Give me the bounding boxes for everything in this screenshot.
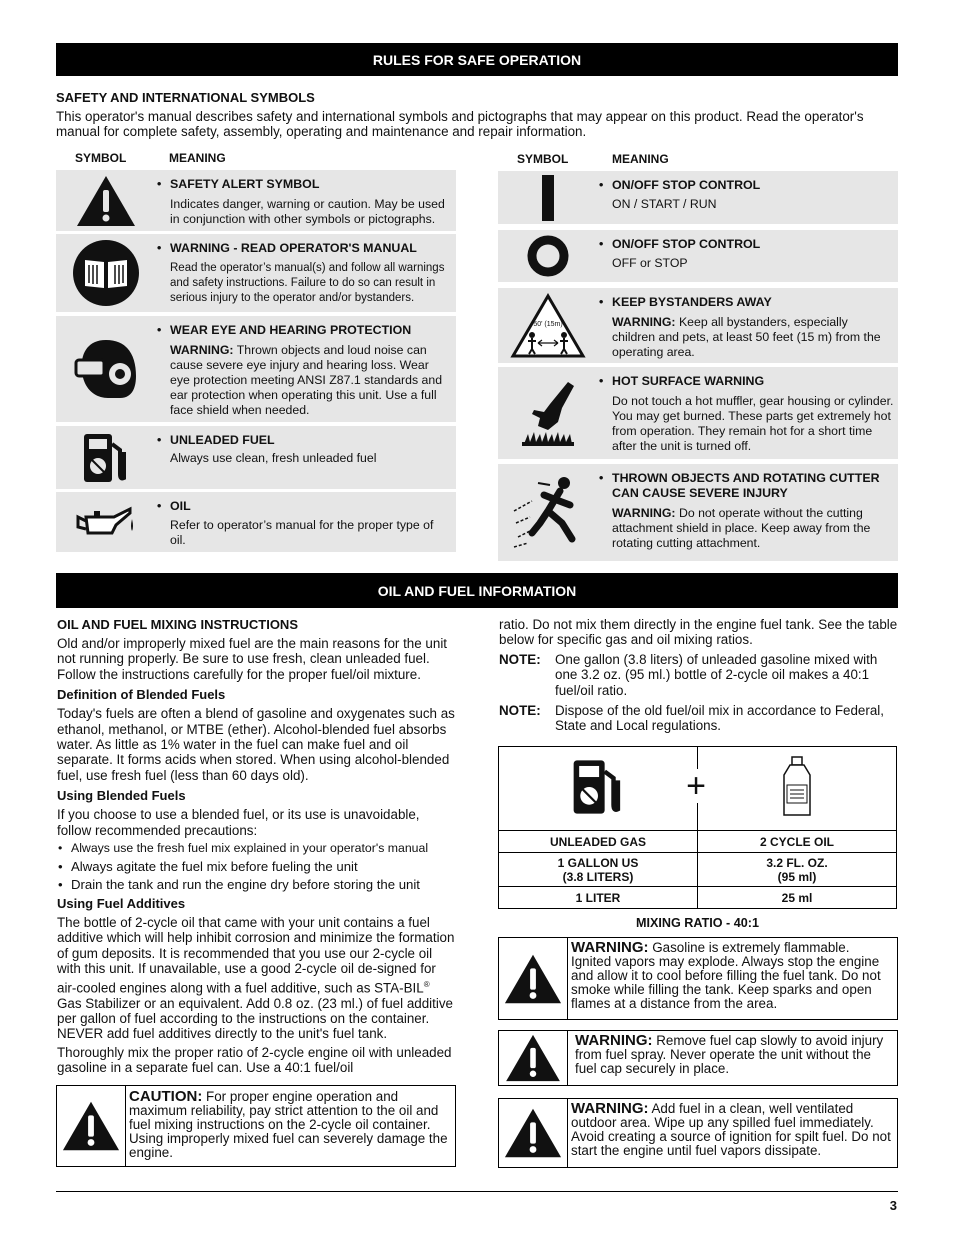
- list-item: • Always agitate the fuel mix before fueling the unit: [57, 859, 456, 874]
- caution-text: For proper engine operation and maximum reliability, pay strict attention to the oil and fuel mixing instructions on the 2-cycle oil container. Using improperly mixed fuel can severely damage the engine.: [129, 1089, 448, 1160]
- symbol-row-thrown-objects: [498, 464, 898, 561]
- symbol-desc: Refer to operator’s manual for the proper type of oil.: [170, 518, 434, 547]
- oil-mixing-heading: OIL AND FUEL MIXING INSTRUCTIONS: [57, 617, 298, 632]
- blended-fuels-text: Today's fuels are often a blend of gasoline and oxygenates such as ethanol, methanol, or MTBE (ether). Alcohol-blended fuel absorbs water. As little as 1% water in the fuel can make fuel and oil separate. It forms acids when stored. When using alcohol-blended fuel, use fresh fuel (less than 60 days old).: [57, 706, 455, 783]
- warning-label: WARNING:: [612, 315, 676, 329]
- symbol-row-unleaded-fuel: [56, 426, 456, 489]
- symbol-row-oil: [56, 492, 456, 552]
- page-number: 3: [889, 1198, 897, 1213]
- symbol-title: • OIL: [156, 499, 452, 514]
- fuel-pump-icon: [568, 756, 628, 821]
- symbol-row-safety-alert: [56, 170, 456, 231]
- mix-ratio-text: Thoroughly mix the proper ratio of 2-cycle engine oil with unleaded gasoline in a separate fuel can. Use a 40:1 fuel/oil: [57, 1044, 452, 1076]
- note-label: NOTE:: [499, 703, 541, 719]
- mixing-ratio-table: [498, 746, 897, 909]
- cell-line: (3.8 LITERS): [562, 869, 634, 884]
- symbol-title: • ON/OFF STOP CONTROL: [598, 237, 894, 252]
- on-switch-icon: [498, 171, 598, 224]
- symbol-title: • WARNING - READ OPERATOR'S MANUAL: [156, 241, 452, 256]
- symbol-desc: OFF or STOP: [612, 256, 688, 270]
- warning-text: Gasoline is extremely flammable. Ignited vapors may explode. Always stop the engine and allow it to cool before filling the fuel tank. Do not smoke while filling the tank. Keep sparks and open flames at a distance from the area.: [571, 940, 881, 1011]
- warning-label: WARNING:: [170, 343, 234, 357]
- warning-label: WARNING:: [575, 1032, 653, 1049]
- col-meaning-left: MEANING: [169, 151, 226, 165]
- symbol-row-read-manual: [56, 234, 456, 312]
- warning-box-fuel-cap: [498, 1030, 898, 1086]
- symbol-title: • HOT SURFACE WARNING: [598, 374, 894, 389]
- warning-text: Add fuel in a clean, well ventilated outdoor area. Wipe up any spilled fuel immediately. Avoid creating a source of ignition for spilt fuel. Do not start the engine until fuel vapors dissipate.: [571, 1101, 891, 1158]
- col-symbol-left: SYMBOL: [75, 151, 127, 165]
- col-meaning-right: MEANING: [612, 152, 669, 166]
- symbol-row-eye-hearing: [56, 316, 456, 422]
- bystander-distance-text: 50' (15m): [533, 320, 563, 328]
- footer-rule: [56, 1191, 898, 1192]
- section-header-oil-fuel: OIL AND FUEL INFORMATION: [56, 573, 898, 608]
- manual-book-icon: [56, 234, 156, 312]
- blended-fuels-heading: Definition of Blended Fuels: [57, 687, 226, 703]
- mixing-ratio-caption: MIXING RATIO - 40:1: [636, 916, 759, 930]
- symbol-desc: ON / START / RUN: [612, 197, 717, 211]
- list-item: • Drain the tank and run the engine dry before storing the unit: [57, 877, 456, 892]
- symbol-title: • KEEP BYSTANDERS AWAY: [598, 295, 894, 310]
- alert-triangle-icon: [56, 170, 156, 231]
- fuel-additives-text: The bottle of 2-cycle oil that came with your unit contains a fuel additive which will help inhibit corrosion and minimize the formation of gum deposits. It is recommended that you use our 2-cycle oil with this unit. If unavailable, use a good 2-cycle oil de-signed for air-cooled engines along with a fuel additive, such as STA-BIL: [57, 915, 455, 996]
- oil-intro: Old and/or improperly mixed fuel are the main reasons for the unit not running properly. Be sure to use fresh, clean unleaded fuel. Follow the instructions carefully for the proper fuel/oil mixture.: [57, 636, 448, 682]
- symbol-title: • ON/OFF STOP CONTROL: [598, 178, 894, 193]
- cell-line: 3.2 FL. OZ.: [766, 855, 828, 870]
- registered-mark: ®: [423, 979, 430, 989]
- symbol-desc: Indicates danger, warning or caution. May be used in conjunction with other symbols or pictographs.: [170, 197, 445, 226]
- warning-triangle-icon: [499, 1031, 567, 1085]
- oil-icon-cell: [698, 747, 897, 831]
- warning-label: WARNING:: [571, 1100, 649, 1117]
- oil-can-icon: [56, 492, 156, 552]
- fuel-additives-text-cont: Gas Stabilizer or an equivalent. Add 0.8 oz. (23 ml.) of fuel additive per gallon of fuel according to the instructions on the container. NEVER add fuel additives directly to the unit's fuel tank.: [57, 995, 453, 1042]
- list-item: • Always use the fresh fuel mix explained in your operator's manual: [57, 841, 456, 856]
- symbol-row-off-control: [498, 230, 898, 282]
- warning-box-flammable: [498, 937, 898, 1020]
- warning-box-ventilation: [498, 1098, 898, 1168]
- symbol-row-bystanders: [498, 288, 898, 363]
- symbol-desc: Thrown objects and loud noise can cause severe eye injury and hearing loss. Wear eye protection meeting ANSI Z87.1 standards and ear protection when operating this unit. Use a full face shield when needed.: [170, 343, 443, 417]
- table-header-oil: 2 CYCLE OIL: [698, 831, 897, 853]
- oil-fuel-right-column: [499, 617, 898, 734]
- warning-triangle-icon: [499, 1099, 567, 1167]
- plus-sign: +: [686, 767, 706, 805]
- symbols-intro: This operator's manual describes safety and international symbols and pictographs that may appear on this product. Read the operator's manual for complete safety, assembly, operating and maintenance and repair information.: [56, 109, 864, 140]
- symbol-desc: Do not touch a hot muffler, gear housing or cylinder. You may get burned. These parts get extremely hot from operation. They remain hot for a short time after the unit is turned off.: [612, 394, 894, 453]
- note-label: NOTE:: [499, 651, 541, 667]
- symbol-desc: Do not operate without the cutting attachment shield in place. Keep away from the rotating cutting attachment.: [612, 506, 871, 550]
- col-symbol-right: SYMBOL: [517, 152, 569, 166]
- fuel-additives-heading: Using Fuel Additives: [57, 896, 186, 912]
- caution-label: CAUTION:: [129, 1088, 203, 1105]
- hot-surface-icon: [498, 367, 598, 459]
- cell-line: 1 GALLON US: [557, 855, 639, 870]
- eye-ear-protection-icon: [56, 316, 156, 422]
- note-text: Dispose of the old fuel/oil mix in accordance to Federal, State and Local regulations.: [555, 703, 884, 734]
- symbol-title: • THROWN OBJECTS AND ROTATING CUTTER CAN CAUSE SEVERE INJURY: [598, 471, 894, 501]
- table-cell: [698, 853, 897, 887]
- symbol-title: • SAFETY ALERT SYMBOL: [156, 177, 452, 192]
- bystanders-icon: [498, 288, 598, 363]
- table-cell: 25 ml: [698, 887, 897, 909]
- mix-ratio-text-cont: ratio. Do not mix them directly in the engine fuel tank. See the table below for specific gas and oil mixing ratios.: [499, 617, 898, 648]
- table-cell: [499, 853, 698, 887]
- warning-text: Remove fuel cap slowly to avoid injury from fuel spray. Never operate the unit without the fuel cap securely in place.: [575, 1033, 884, 1076]
- note-text: One gallon (3.8 liters) of unleaded gasoline mixed with one 3.2 oz. (95 ml.) bottle of 2-cycle oil makes a 40:1 fuel/oil ratio.: [555, 651, 878, 698]
- cell-line: (95 ml): [777, 869, 817, 884]
- symbol-desc: Read the operator’s manual(s) and follow all warnings and safety instructions. Failure to do so can result in serious injury to the operator and/or bystanders.: [170, 262, 445, 304]
- warning-label: WARNING:: [612, 506, 676, 520]
- using-blended-heading: Using Blended Fuels: [57, 788, 186, 804]
- section-header-rules: RULES FOR SAFE OPERATION: [56, 43, 898, 76]
- warning-label: WARNING:: [571, 939, 649, 956]
- symbol-desc: Always use clean, fresh unleaded fuel: [170, 451, 377, 465]
- symbol-row-on-control: [498, 171, 898, 224]
- caution-triangle-icon: [57, 1086, 125, 1166]
- symbols-heading: SAFETY AND INTERNATIONAL SYMBOLS: [56, 90, 315, 105]
- oil-bottle-icon: [780, 755, 814, 822]
- table-header-gas: UNLEADED GAS: [499, 831, 698, 853]
- caution-box: [56, 1085, 456, 1167]
- symbol-row-hot-surface: [498, 367, 898, 459]
- fuel-pump-icon: [56, 426, 156, 489]
- symbol-title: • UNLEADED FUEL: [156, 433, 452, 448]
- off-switch-icon: [498, 230, 598, 282]
- oil-fuel-left-column: [57, 617, 456, 1076]
- symbol-title: • WEAR EYE AND HEARING PROTECTION: [156, 323, 452, 338]
- gas-icon-cell: [499, 747, 706, 831]
- table-cell: 1 LITER: [499, 887, 698, 909]
- using-blended-text: If you choose to use a blended fuel, or its use is unavoidable, follow recommended precautions:: [57, 807, 420, 838]
- symbol-desc: Keep all bystanders, especially children and pets, at least 50 feet (15 m) from the operating area.: [612, 315, 881, 359]
- warning-triangle-icon: [499, 938, 567, 1019]
- thrown-objects-icon: [498, 464, 598, 561]
